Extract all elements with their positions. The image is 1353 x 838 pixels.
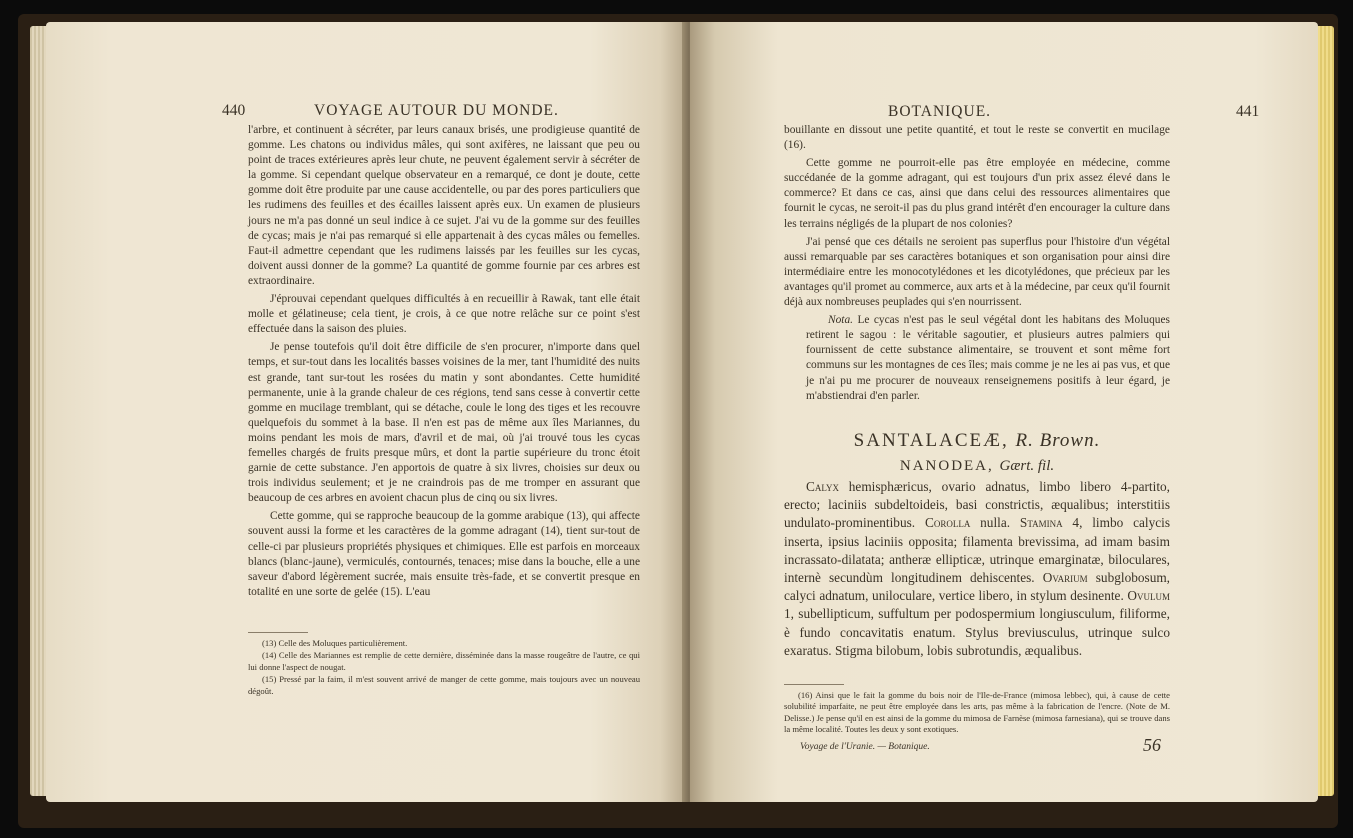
left-page-number: 440 xyxy=(222,102,246,119)
footnote-rule xyxy=(784,684,844,685)
term-stamina: Stamina xyxy=(1019,515,1063,531)
nota-paragraph xyxy=(806,313,1170,404)
paragraph: l'arbre, et continuent à sécréter, par leurs canaux brisés, une prodigieuse quantité de gomme. Les chatons ou individus mâles, qui sont axifères, ne laissant que peu ou point de traces extérieures après leur chute, ne peuvent également servir à sécréter de la gomme. Si cependant quelque observateur en a remarqué, ce dont je doute, cette gomme doit être produite par une cause accidentelle, ou par des pores particuliers que les rudimens des feuilles et des écailles laissent après eux. Un examen de plusieurs jours ne m'a pas donné un seul indice à ce sujet. J'ai vu de la gomme sur des feuilles de cycas; mais je n'ai pas remarqué si elle appartenait à des cycas mâles ou femelles. Faut-il admettre cependant que les rudimens laissés par les feuilles sur les cycas, doivent aussi donner de la gomme? La quantité de gomme fournie par ces arbres est extraordinaire. xyxy=(248,124,640,287)
right-footnotes xyxy=(784,690,1170,737)
nota-label: Nota. xyxy=(828,314,854,327)
left-body-text xyxy=(248,123,640,603)
nota-text: Le cycas n'est pas le seul végétal dont les habitans des Moluques retirent le sagou : le véritable sagoutier, et plusieurs autres palmiers qui fournissent de cette substance alimentaire, se trouvent et sont même fort communs sur les montagnes de ces îles; mais comme je ne les ai pas vus, et que je n'ai pu me procurer de nouveaux renseignemens positifs à leur égard, je m'abstiendrai d'en parler. xyxy=(806,314,1170,402)
family-author: R. Brown. xyxy=(1015,430,1101,451)
genus-heading xyxy=(784,458,1170,475)
left-running-head: VOYAGE AUTOUR DU MONDE. xyxy=(314,102,559,119)
term-ovarium: Ovarium xyxy=(1042,570,1088,586)
paragraph: J'ai pensé que ces détails ne seroient pas superflus pour l'histoire d'un végétal aussi remarquable par ses caractères botaniques et son organisation pour ainsi dire intermédiaire entre les monocotylédones et les dicotylédones, que précieux par les avantages qu'il promet au commerce, aux arts et à la médecine, par ceux qu'il fournit déjà aux nombreuses peuplades qui s'en nourrissent. xyxy=(784,235,1170,309)
latin-description xyxy=(784,478,1170,660)
term-calyx: Calyx xyxy=(806,479,839,494)
latin-text: 1, subellipticum, suffultum per podospermium longiusculum, filiforme, è fundo concavitatis enatum. Stylus breviusculus, utrinque sulco exaratus. Stigma bilobum, lobis subrotundis, æqualibus. xyxy=(784,606,1170,658)
latin-text: 4, limbo calycis inserta, ipsius laciniis opposita; filamenta brevissima, ad imam basim incrassato-dilatata; antheræ ellipticæ, utrinque emarginatæ, biloculares, internè secundùm longitudinem dehiscentes. xyxy=(784,515,1171,586)
latin-text: hemisphæricus, ovario adnatus, limbo libero 4-partito, erecto; laciniis subdeltoideis, basi constrictis, æqualibus; interstitiis undulato-prominentibus. xyxy=(784,479,1170,531)
footnote: (13) Celle des Moluques particulièrement. xyxy=(262,638,408,648)
genus-author: Gært. fil. xyxy=(999,458,1055,474)
paragraph: Cette gomme, qui se rapproche beaucoup de la gomme arabique (13), qui affecte souvent aussi la forme et les caractères de la gomme adragant (14), tient sur-tout de celle-ci par plusieurs propriétés physiques et chimiques. Elle est parfois en morceaux blancs (blanc-jaune), vermiculés, contournés, tenaces; mise dans la bouche, elle a une saveur d'abord légèrement sucrée, mais ensuite très-fade, et se convertit presque en totalité en une sorte de gelée (15). L'eau xyxy=(248,510,640,598)
paragraph: Je pense toutefois qu'il doit être difficile de s'en procurer, n'importe dans quel temps, et sur-tout dans les localités basses voisines de la mer, tant l'humidité des nuits est grande, tant sur-tout les rosées du matin y sont abondantes. Cette humidité permanente, unie à la grande chaleur de ces régions, tend sans cesse à convertir cette gomme en mucilage tremblant, qui se détache, coule le long des tiges et les recouvre quelquefois du sommet à la base. Il n'en est pas de même aux îles Mariannes, du moins pendant les mois de mars, d'avril et de mai, où j'ai trouvé tous les cycas femelles chargés de fruits presque mûrs, et dont la partie supérieure du tronc étoit garnie de cette substance. J'en apportois de quatre à six livres, choisies sur deux ou trois individus seulement; et je ne craindrois pas de me tromper en assurant que beaucoup de ces arbres en avoient chacun plus de cinq ou six livres. xyxy=(248,341,640,505)
family-name: SANTALACEÆ, xyxy=(853,430,1009,451)
left-footnotes xyxy=(248,638,640,698)
right-page xyxy=(690,22,1318,802)
latin-text: nulla. xyxy=(970,515,1020,531)
paragraph: Cette gomme ne pourroit-elle pas être employée en médecine, comme succédanée de la gomme adragant, qui est toujours d'un prix assez élevé dans le commerce? Et dans ce cas, ainsi que dans celui des ressources alimentaires que fournit le cycas, ne seroit-il pas du plus grand intérêt d'en encourager la culture dans les terrains négligés de la plupart de nos colonies? xyxy=(784,157,1170,230)
latin-paragraph xyxy=(784,478,1170,660)
genus-name: NANODEA, xyxy=(899,458,994,474)
footnote: (14) Celle des Mariannes est remplie de cette dernière, disséminée dans la masse rougeâtre de l'autre, ce qui lui donne l'aspect de nougat. xyxy=(248,650,640,672)
term-corolla: Corolla xyxy=(924,515,971,531)
printer-footer: Voyage de l'Uranie. — Botanique. xyxy=(800,742,930,752)
footnote: (16) Ainsi que le fait la gomme du bois noir de l'Ile-de-France (mimosa lebbec), qui, à cause de cette solubilité imparfaite, ne peut être employée dans les arts, pas même à la fabrication de l'encre. (Note de M. Delisse.) Je pense qu'il en est ainsi de la gomme du mimosa de Farnèse (mimosa farnesiana), qui se trouve dans la même localité. Toutes les deux y sont exotiques. xyxy=(784,690,1170,735)
right-body-text xyxy=(784,123,1170,407)
term-ovulum: Ovulum xyxy=(1127,588,1170,604)
family-heading xyxy=(784,430,1170,452)
right-page-number: 441 xyxy=(1236,103,1260,120)
left-page xyxy=(46,22,686,802)
latin-text: subglobosum, calyci adnatum, uniloculare, vertice libero, in stylum desinente. xyxy=(784,570,1171,604)
paragraph: J'éprouvai cependant quelques difficultés à en recueillir à Rawak, tant elle était molle et gélatineuse; cela tient, je crois, à ce que notre relâche sur ce point s'est effectuée dans la saison des pluies. xyxy=(248,293,640,336)
paragraph: bouillante en dissout une petite quantité, et tout le reste se convertit en mucilage (16). xyxy=(784,124,1170,152)
signature-mark: 56 xyxy=(1143,735,1161,755)
footnote-rule xyxy=(248,632,308,633)
footnote: (15) Pressé par la faim, il m'est souvent arrivé de manger de cette gomme, mais toujours avec un nouveau dégoût. xyxy=(248,674,640,696)
right-running-head: BOTANIQUE. xyxy=(888,103,992,120)
